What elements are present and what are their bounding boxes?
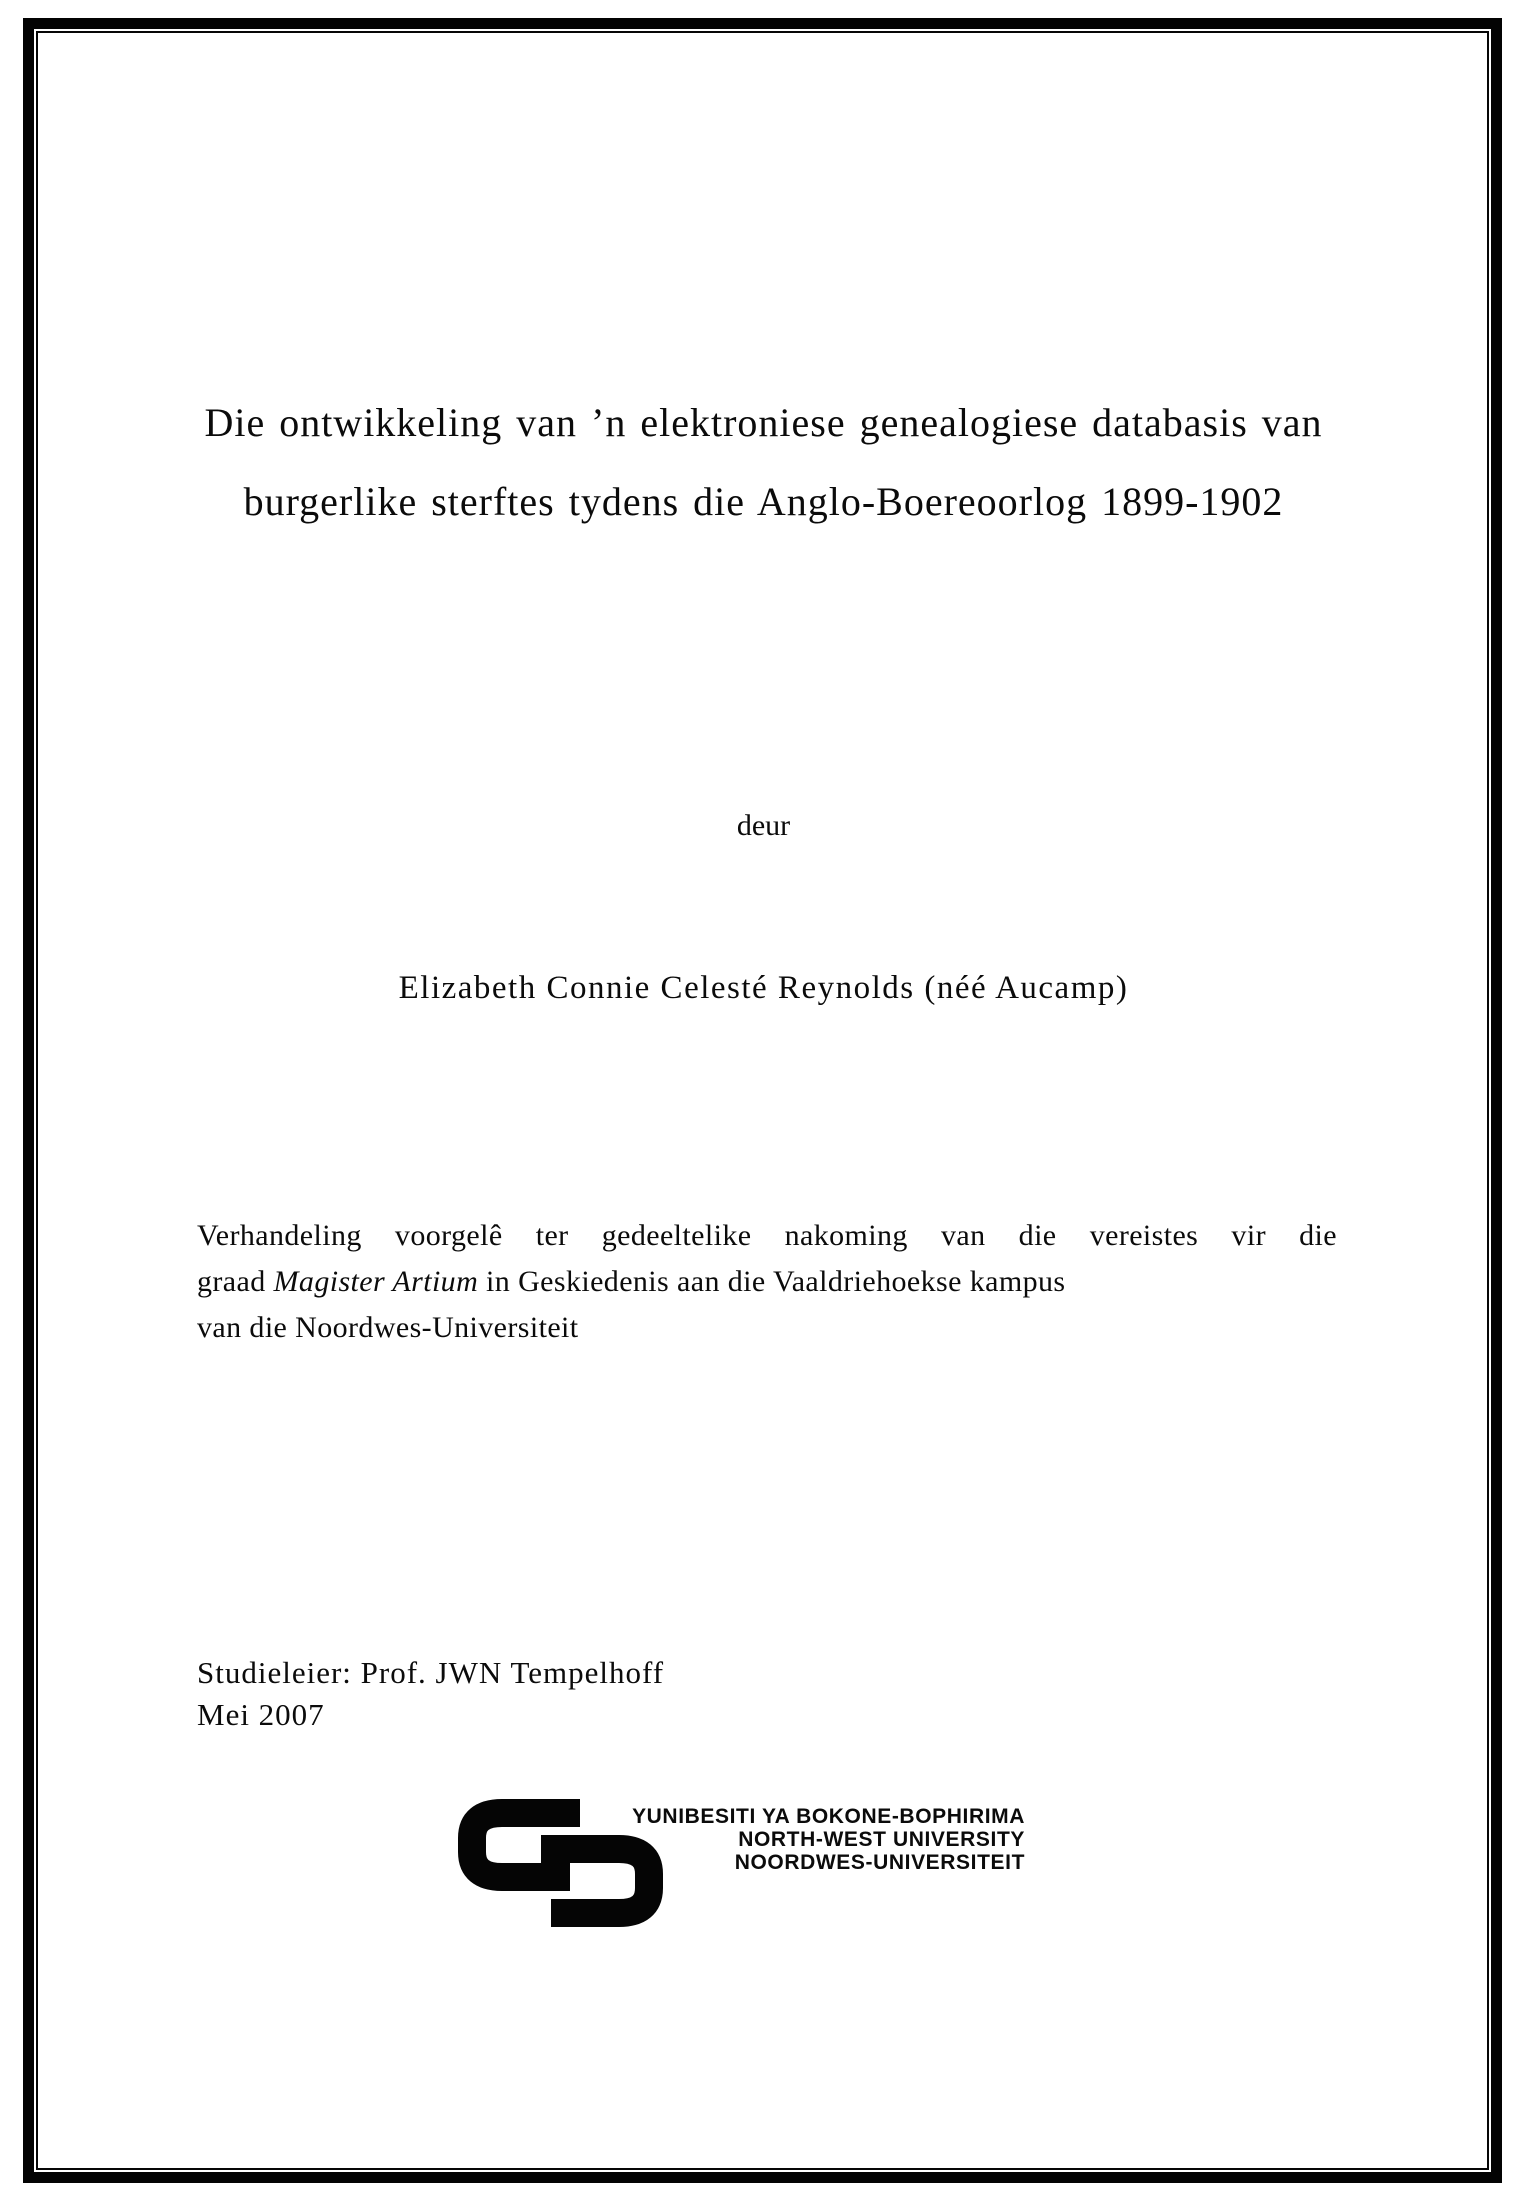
declaration-line-3: van die Noordwes-Universiteit: [197, 1311, 579, 1344]
logo-line-1: YUNIBESITI YA BOKONE-BOPHIRIMA: [632, 1805, 1025, 1828]
date-line: Mei 2007: [197, 1697, 325, 1732]
declaration-line-2-suffix: in Geskiedenis aan die Vaaldriehoekse kampus: [478, 1265, 1066, 1298]
declaration-line-2: [197, 1259, 1337, 1305]
logo-line-2: NORTH-WEST UNIVERSITY: [738, 1828, 1025, 1851]
degree-name-italic: Magister Artium: [273, 1265, 479, 1298]
nwu-logo-text: [580, 1805, 1025, 1874]
title-line-1: Die ontwikkeling van ’n elektroniese genealogiese databasis van: [204, 400, 1323, 445]
declaration-line-2-prefix: graad: [197, 1265, 274, 1298]
title-line-2: burgerlike sterftes tydens die Anglo-Boereoorlog 1899-1902: [243, 479, 1284, 524]
logo-line-3: NOORDWES-UNIVERSITEIT: [734, 1851, 1025, 1874]
nwu-logo: [458, 1799, 1058, 1939]
byline: deur: [736, 809, 791, 842]
declaration-paragraph: [197, 1213, 1337, 1351]
author-name: Elizabeth Connie Celesté Reynolds (néé Aucamp): [398, 970, 1129, 1006]
supervisor-line: Studieleier: Prof. JWN Tempelhoff: [197, 1655, 665, 1690]
supervisor-block: [197, 1652, 664, 1736]
declaration-line-1: Verhandeling voorgelê ter gedeeltelike nakoming van die vereistes vir die: [197, 1219, 1337, 1252]
thesis-title: [60, 383, 1467, 541]
